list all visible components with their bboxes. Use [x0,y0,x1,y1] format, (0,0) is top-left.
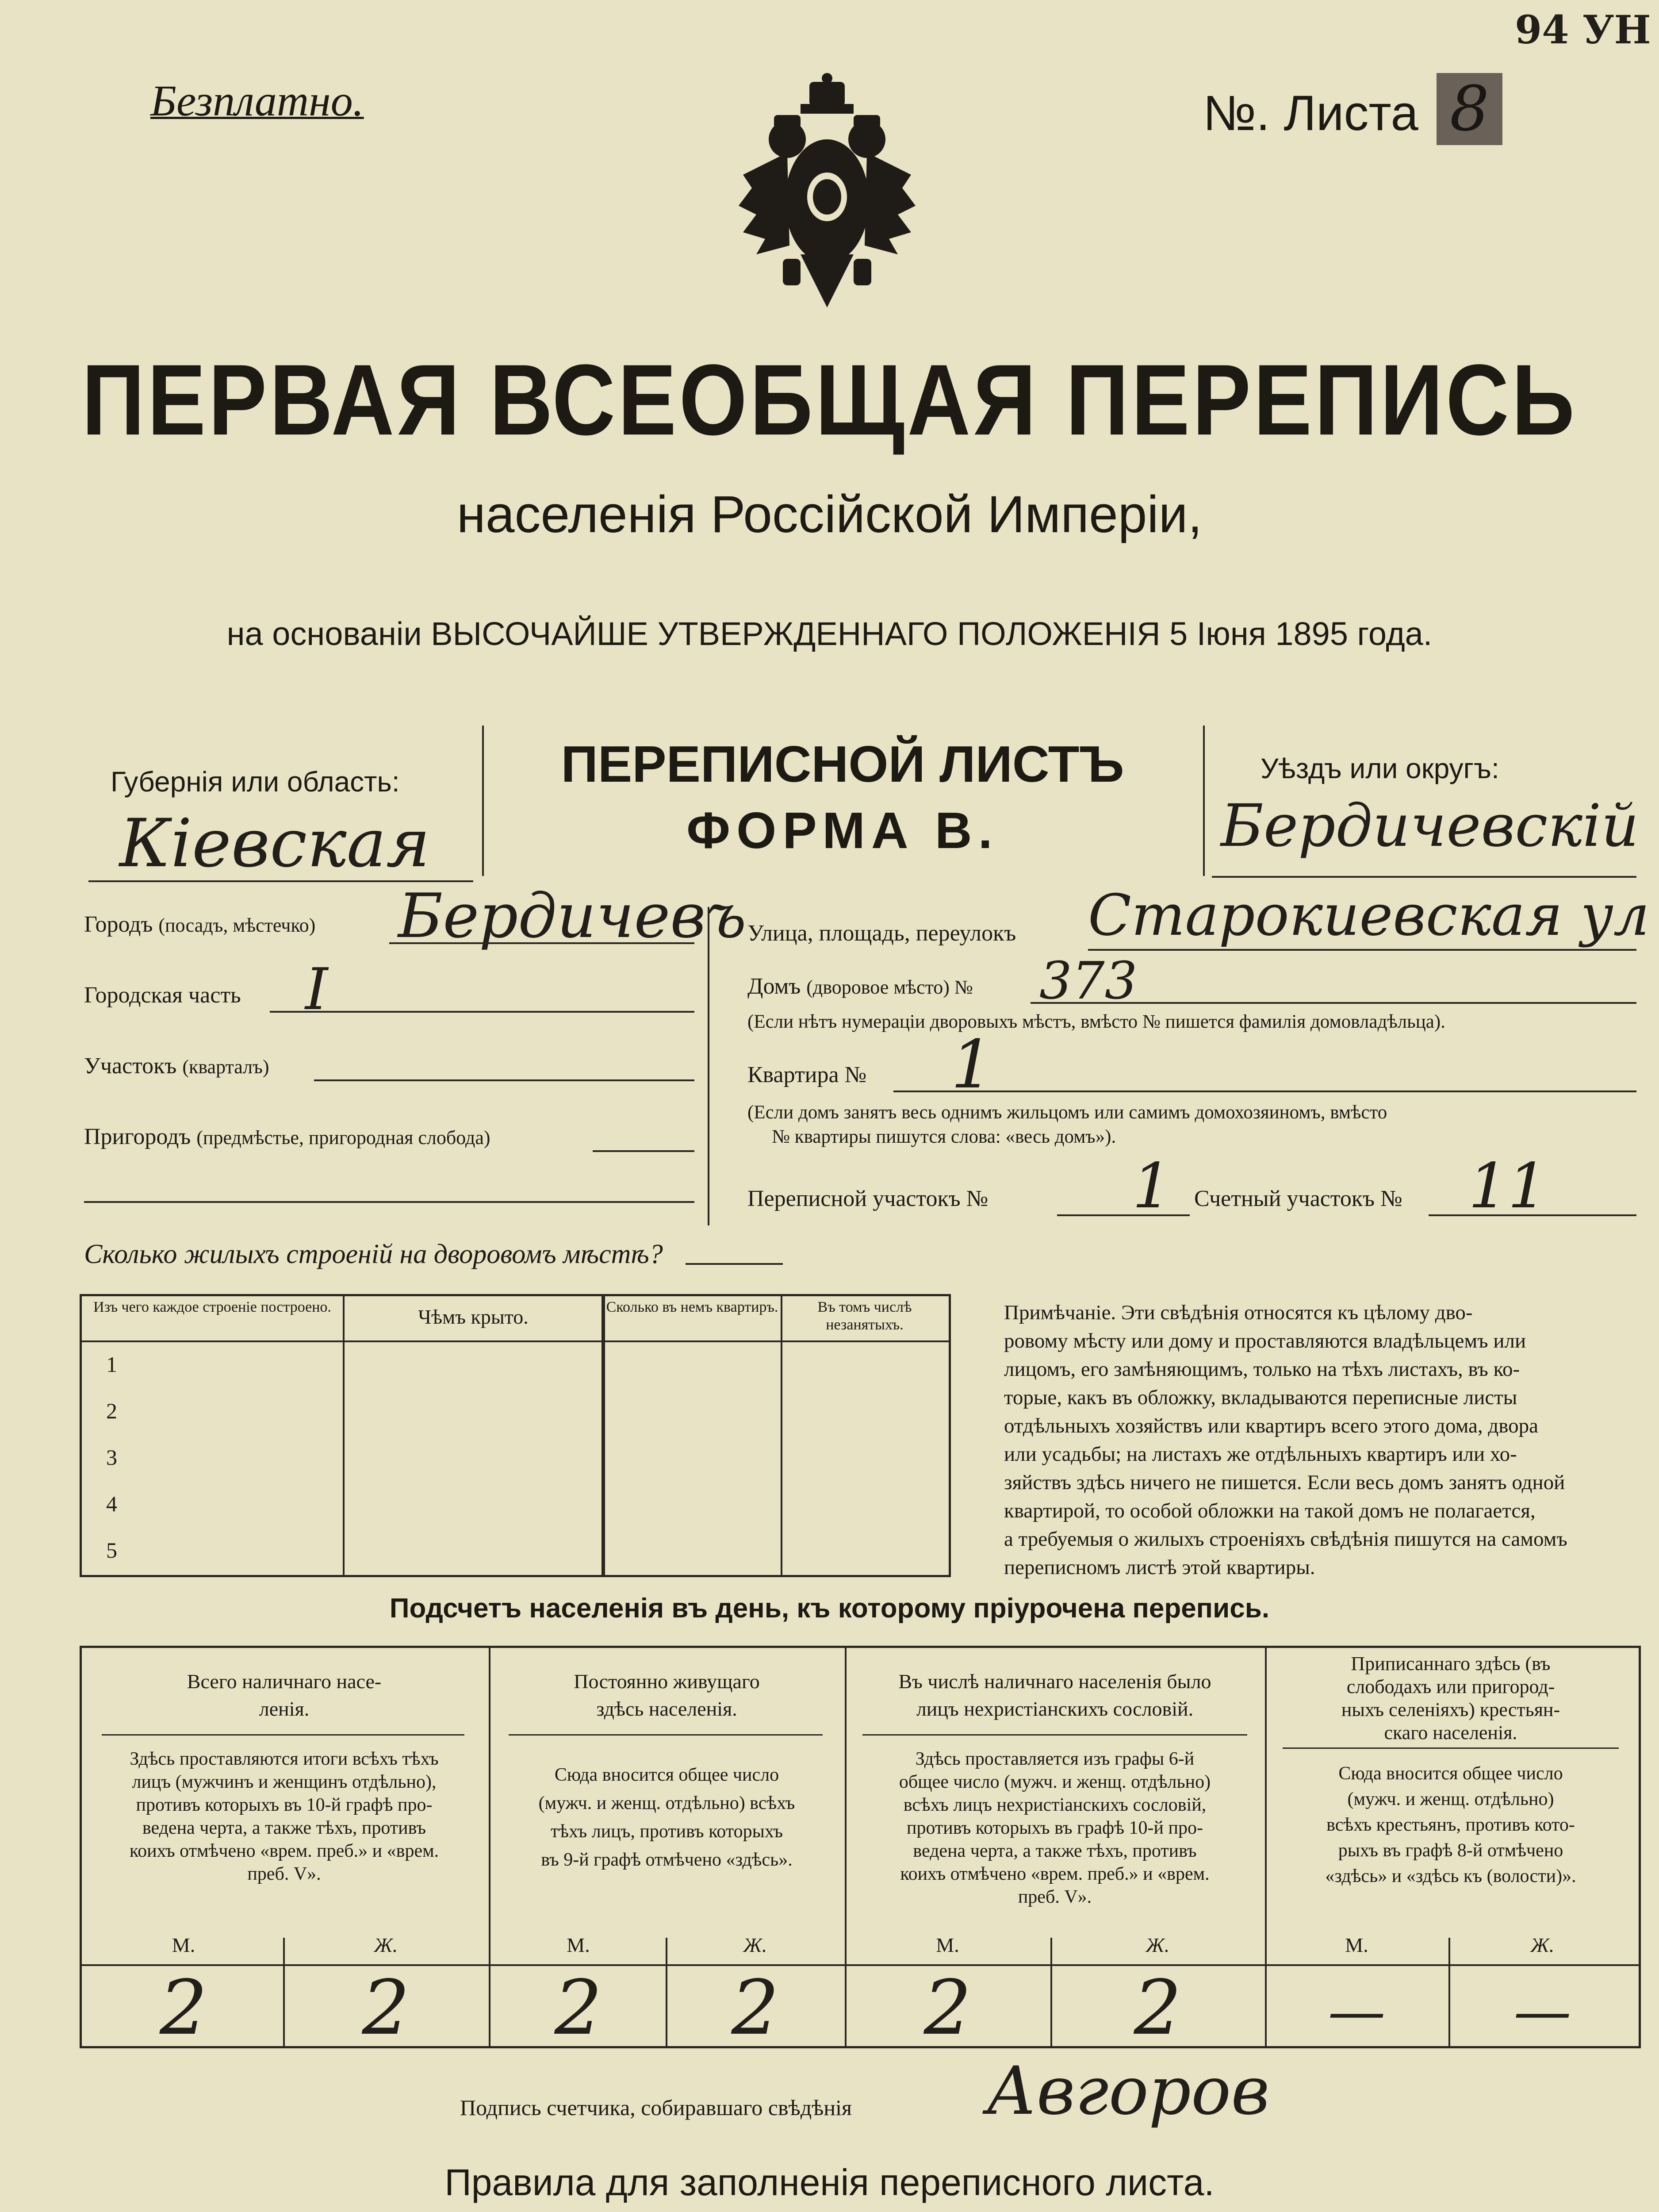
main-title: ПЕРВАЯ ВСЕОБЩАЯ ПЕРЕПИСЬ [81,343,1578,456]
province-value: Кiевская [119,805,430,882]
count-precinct-underline [1429,1214,1636,1216]
form-title-right-bracket [1203,726,1205,876]
desc-line: (мужч. и женщ. отдѣльно) [1347,1789,1554,1809]
suburb-underline-1 [593,1150,694,1152]
city-value: Бердичевъ [398,880,747,952]
signature-label: Подпись счетчика, собиравшаго свѣдѣнія [460,2095,852,2120]
city-part-underline [270,1011,694,1013]
buildings-header-material: Изъ чего каждое строеніе построено. [93,1299,331,1315]
census-precinct-label: Переписной участокъ № [747,1186,989,1211]
precinct-underline [314,1079,694,1081]
count-col3-head [847,1668,1263,1723]
count-col-sep-1 [489,1646,490,2048]
buildings-row-3: 3 [106,1445,117,1470]
form-title: ПЕРЕПИСНОЙ ЛИСТЪ [561,735,1124,793]
count-precinct-value: 11 [1468,1150,1548,1222]
head-line: ныхъ селеніяхъ) крестьян- [1341,1699,1560,1720]
city-part-label: Городская часть [84,983,241,1008]
subtitle: населенія Россійской Имперіи, [456,485,1203,544]
count-col1-desc [84,1747,484,1886]
suburb-label: Пригородъ (предмѣстье, пригородная слобода) [84,1124,490,1149]
note-line: торые, какъ въ обложку, вкладываются переписные листы [1004,1386,1517,1409]
district-underline [1212,876,1636,878]
note-line: зяйствъ здѣсь ничего не пишется. Если весь домъ занятъ одной [1004,1471,1565,1494]
col4-f-label: Ж. [1530,1934,1555,1956]
note-line: ровому мѣсту или дому и проставляются владѣльцемъ или [1004,1329,1526,1352]
count-col-sep-2 [845,1646,847,2048]
house-value: 373 [1039,951,1138,1011]
desc-line: Сюда вносится общее число [554,1765,779,1785]
col1-f-value: 2 [362,1964,410,2052]
suburb-underline-2 [84,1201,694,1203]
desc-line: Здѣсь проставляются итоги всѣхъ тѣхъ [130,1749,439,1769]
count-col2-head [491,1668,843,1723]
col1-m-label: М. [172,1934,195,1956]
fields-divider [708,907,709,1225]
col4-m-label: М. [1345,1934,1368,1956]
desc-line: Здѣсь проставляется изъ графы 6-й [915,1749,1195,1769]
desc-line: коихъ отмѣчено «врем. преб.» и «врем. [129,1841,439,1861]
street-underline [1088,949,1636,951]
count-col2-desc [491,1761,843,1874]
count-col4-head [1267,1652,1634,1744]
count-col-sep-3 [1265,1646,1267,2048]
note-line: квартирой, то особой обложки на такой домъ не полагается, [1004,1499,1536,1522]
count-col1-head-rule [102,1734,464,1736]
head-line: Приписаннаго здѣсь (въ [1351,1653,1551,1674]
desc-line: «здѣсь» и «здѣсь къ (волости)». [1325,1866,1576,1886]
buildings-header-apartments: Сколько въ немъ квартиръ. [606,1299,778,1315]
note-line: переписномъ листѣ этой квартиры. [1004,1556,1315,1579]
buildings-table-header-rule [80,1340,951,1342]
head-line: ленія. [259,1697,310,1720]
col3-m-label: М. [936,1934,959,1956]
count-col3-head-rule [862,1734,1247,1736]
buildings-col-sep-2 [602,1294,605,1577]
buildings-table [80,1294,951,1577]
buildings-header-vacant: Въ томъ числѣ незанятыхъ. [817,1299,912,1333]
count-mf-sep-4 [1448,1938,1450,2048]
buildings-row-4: 4 [106,1491,117,1516]
head-line: здѣсь населенія. [596,1697,737,1720]
apartment-label: Квартира № [747,1062,867,1087]
sheet-number-label: №. Листа [1203,85,1418,141]
count-mf-sep-2 [666,1938,667,2048]
desc-line: преб. V». [247,1864,321,1884]
buildings-question: Сколько жилыхъ строеній на дворовомъ мѣстѣ? [84,1239,663,1269]
head-line: Всего наличнаго насе- [187,1670,382,1693]
col2-m-label: М. [567,1934,590,1956]
note-line: или усадьбы; на листахъ же отдѣльныхъ квартиръ или хо- [1004,1443,1517,1466]
head-line: слободахъ или пригород- [1346,1676,1555,1697]
col3-m-value: 2 [923,1964,972,2052]
desc-line: ведена черта, а также тѣхъ, противъ [142,1818,426,1838]
street-label: Улица, площадь, переулокъ [747,921,1016,946]
head-line: Въ числѣ наличнаго населенія было [898,1670,1211,1693]
count-col3-desc [847,1747,1263,1909]
head-line: лицъ нехристіанскихъ сословій. [916,1697,1194,1720]
apartment-value: 1 [951,1026,993,1103]
free-label: Безплатно. [150,76,364,125]
buildings-col-sep-1 [343,1294,345,1577]
col2-m-value: 2 [554,1964,602,2052]
desc-line: (мужч. и женщ. отдѣльно) всѣхъ [538,1793,795,1813]
apartment-note-1: (Если домъ занятъ весь однимъ жильцомъ или самимъ домохозяиномъ, вмѣсто [747,1102,1387,1123]
col4-m-value: — [1328,1978,1386,2045]
house-label: Домъ (дворовое мѣсто) № [747,974,973,999]
desc-line: коихъ отмѣчено «врем. преб.» и «врем. [900,1864,1210,1884]
note-line: Примѣчаніе. Эти свѣдѣнія относятся къ цѣлому дво- [1004,1301,1473,1324]
col3-f-value: 2 [1134,1964,1182,2052]
col1-f-label: Ж. [374,1934,398,1956]
desc-line: лицъ (мужчинъ и женщинъ отдѣльно), [132,1772,437,1792]
signature-value: Авгоров [986,2053,1270,2130]
buildings-question-underline [686,1263,783,1265]
rules-title: Правила для заполненія переписного листа. [444,2162,1215,2203]
census-precinct-underline [1057,1214,1190,1216]
col3-f-label: Ж. [1146,1934,1170,1956]
head-line: Постоянно живущаго [574,1670,760,1693]
count-mf-sep-1 [283,1938,285,2048]
col2-f-value: 2 [731,1964,779,2052]
buildings-header-roof: Чѣмъ крыто. [418,1306,529,1328]
desc-line: противъ которыхъ въ графѣ 10-й про- [907,1818,1203,1838]
desc-line: въ 9-й графѣ отмѣчено «здѣсь». [541,1850,793,1870]
note-line: а требуемыя о жилыхъ строеніяхъ свѣдѣнія пишутся на самомъ [1004,1528,1567,1551]
house-note: (Если нѣтъ нумераціи дворовыхъ мѣстъ, вмѣсто № пишется фамилія домовладѣльца). [747,1011,1445,1032]
buildings-col-sep-3 [781,1294,782,1577]
desc-line: преб. V». [1018,1887,1092,1907]
buildings-note [1004,1298,1641,1582]
district-value: Бердичевскiй [1221,792,1639,860]
buildings-row-5: 5 [106,1538,117,1563]
city-label: Городъ (посадъ, мѣстечко) [84,912,316,937]
count-col4-desc [1267,1761,1634,1889]
desc-line: противъ которыхъ въ 10-й графѣ про- [136,1795,433,1815]
city-underline [389,942,694,944]
desc-line: всѣхъ лицъ нехристіанскихъ сословій, [903,1795,1207,1815]
col4-f-value: — [1513,1978,1571,2045]
sheet-number-value: 8 [1437,73,1502,145]
count-col2-head-rule [509,1734,823,1736]
census-precinct-value: 1 [1132,1150,1172,1222]
district-label: Уѣздъ или округъ: [1261,753,1499,784]
count-precinct-label: Счетный участокъ № [1194,1186,1402,1211]
apartment-underline [893,1091,1636,1092]
desc-line: ведена черта, а также тѣхъ, противъ [913,1841,1197,1861]
form-subtitle: ФОРМА В. [686,802,999,859]
head-line: скаго населенія. [1384,1722,1517,1743]
province-label: Губернія или область: [111,766,400,798]
precinct-label: Участокъ (кварталъ) [84,1053,269,1079]
desc-line: всѣхъ крестьянъ, противъ кото- [1326,1815,1575,1835]
count-col1-head [84,1668,484,1723]
house-underline [1031,1002,1636,1004]
col1-m-value: 2 [159,1964,208,2052]
count-mf-sep-3 [1050,1938,1052,2048]
sheet-number [1203,73,1502,145]
apartment-note-2: № квартиры пишутся слова: «весь домъ»). [772,1126,1116,1147]
imperial-eagle-emblem [734,73,920,321]
archive-corner-note: 94 УН [1515,7,1651,53]
col2-f-label: Ж. [743,1934,767,1956]
buildings-row-2: 2 [106,1398,117,1423]
buildings-row-1: 1 [106,1352,117,1377]
basis-line: на основаніи ВЫСОЧАЙШЕ УТВЕРЖДЕННАГО ПОЛОЖЕНІЯ 5 Іюня 1895 года. [226,615,1433,652]
desc-line: общее число (мужч. и женщ. отдѣльно) [899,1772,1211,1792]
note-line: лицомъ, его замѣняющимъ, только на тѣхъ листахъ, въ ко- [1004,1358,1520,1381]
desc-line: тѣхъ лицъ, противъ которыхъ [550,1821,783,1842]
count-title: Подсчетъ населенія въ день, къ которому пріурочена перепись. [389,1593,1270,1624]
count-col4-head-rule [1283,1747,1619,1749]
street-value: Старокиевская ул [1088,883,1650,949]
note-line: отдѣльныхъ хозяйствъ или квартиръ всего этого дома, двора [1004,1414,1539,1437]
desc-line: рыхъ въ графѣ 8-й отмѣчено [1338,1840,1563,1861]
desc-line: Сюда вносится общее число [1338,1763,1563,1784]
city-part-value: I [305,956,328,1023]
